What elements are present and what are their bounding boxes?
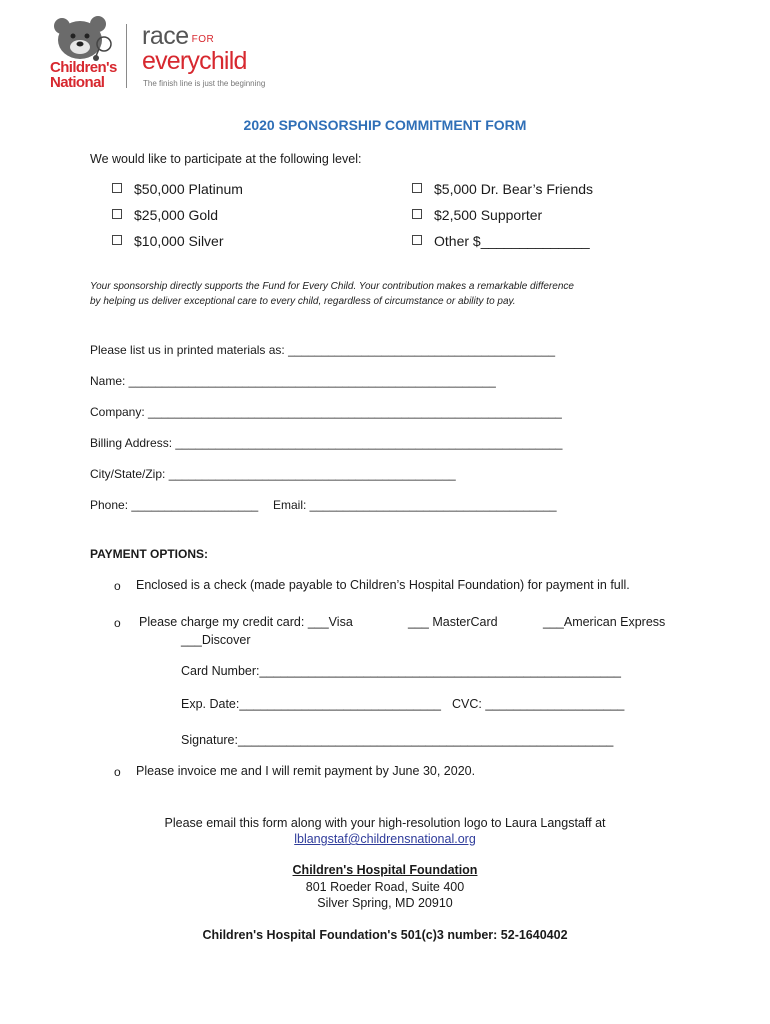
email-instructions: Please email this form along with your high-resolution logo to Laura Langstaff at (164, 816, 606, 830)
for-text: FOR (191, 34, 215, 45)
email-link[interactable]: lblangstaf@childrensnational.org (294, 832, 476, 846)
level-other[interactable] (412, 233, 590, 249)
checkbox-icon[interactable] (112, 235, 122, 245)
city-state-zip-field[interactable]: City/State/Zip: ___________________________________________ (90, 467, 456, 481)
name-field[interactable]: Name: _______________________________________________________ (90, 374, 496, 388)
level-platinum[interactable] (112, 181, 243, 197)
mastercard-option[interactable]: ___ MasterCard (408, 615, 498, 629)
level-supporter[interactable] (412, 207, 542, 223)
address-line2: Silver Spring, MD 20910 (317, 896, 453, 910)
bear-mascot-icon (50, 16, 114, 62)
support-text-line2: by helping us deliver exceptional care to every child, regardless of circumstance or ability to pay. (90, 296, 516, 307)
invoice-option[interactable]: Please invoice me and I will remit payment by June 30, 2020. (136, 764, 476, 778)
childrens-national-logo (46, 14, 286, 92)
level-label: $50,000 Platinum (134, 181, 243, 197)
exp-date-field[interactable]: Exp. Date:_____________________________ (181, 697, 441, 711)
foundation-name: Children's Hospital Foundation (292, 863, 478, 877)
address-line1: 801 Roeder Road, Suite 400 (305, 880, 465, 894)
level-label: Other $______________ (434, 233, 590, 249)
discover-option[interactable]: ___Discover (181, 633, 251, 647)
checkbox-icon[interactable] (412, 209, 422, 219)
level-label: $10,000 Silver (134, 233, 224, 249)
race-wordmark (142, 24, 214, 49)
payment-options-heading: PAYMENT OPTIONS: (90, 547, 209, 561)
checkbox-icon[interactable] (412, 183, 422, 193)
credit-card-option[interactable]: Please charge my credit card: ___Visa (139, 615, 353, 629)
intro-text: We would like to participate at the following level: (90, 152, 362, 166)
level-silver[interactable] (112, 233, 224, 249)
checkbox-icon[interactable] (112, 183, 122, 193)
race-text: race (142, 22, 189, 50)
checkbox-icon[interactable] (112, 209, 122, 219)
signature-field[interactable]: Signature:______________________________________________________ (181, 733, 614, 747)
org-name-line1: Children's (50, 59, 117, 76)
card-number-field[interactable]: Card Number:____________________________________________________ (181, 664, 621, 678)
level-label: $25,000 Gold (134, 207, 219, 223)
logo-divider (126, 24, 127, 88)
amex-option[interactable]: ___American Express (543, 615, 666, 629)
tagline: The finish line is just the beginning (143, 79, 266, 88)
level-dr-bears-friends[interactable] (412, 181, 593, 197)
printed-as-field[interactable]: Please list us in printed materials as: ________________________________________ (90, 343, 556, 357)
bullet-icon: o (114, 765, 121, 779)
billing-address-field[interactable]: Billing Address: __________________________________________________________ (90, 436, 563, 450)
bullet-icon: o (114, 579, 121, 593)
email-field[interactable]: Email: _____________________________________ (273, 498, 557, 512)
company-field[interactable]: Company: ______________________________________________________________ (90, 405, 562, 419)
form-title: 2020 SPONSORSHIP COMMITMENT FORM (243, 117, 527, 133)
level-label: $5,000 Dr. Bear’s Friends (434, 181, 594, 197)
support-text-line1: Your sponsorship directly supports the Fund for Every Child. Your contribution makes a remarkable difference (90, 281, 574, 292)
check-option[interactable]: Enclosed is a check (made payable to Children’s Hospital Foundation) for payment in full. (136, 578, 630, 592)
org-name (50, 60, 117, 90)
cvc-field[interactable]: CVC: ____________________ (452, 697, 625, 711)
every-child-wordmark: everychild (142, 47, 247, 75)
tax-id-line: Children's Hospital Foundation's 501(c)3 number: 52-1640402 (202, 928, 568, 942)
org-name-line2: National (50, 74, 105, 91)
phone-field[interactable]: Phone: ___________________ (90, 498, 259, 512)
checkbox-icon[interactable] (412, 235, 422, 245)
bullet-icon: o (114, 616, 121, 630)
level-label: $2,500 Supporter (434, 207, 543, 223)
level-gold[interactable] (112, 207, 218, 223)
